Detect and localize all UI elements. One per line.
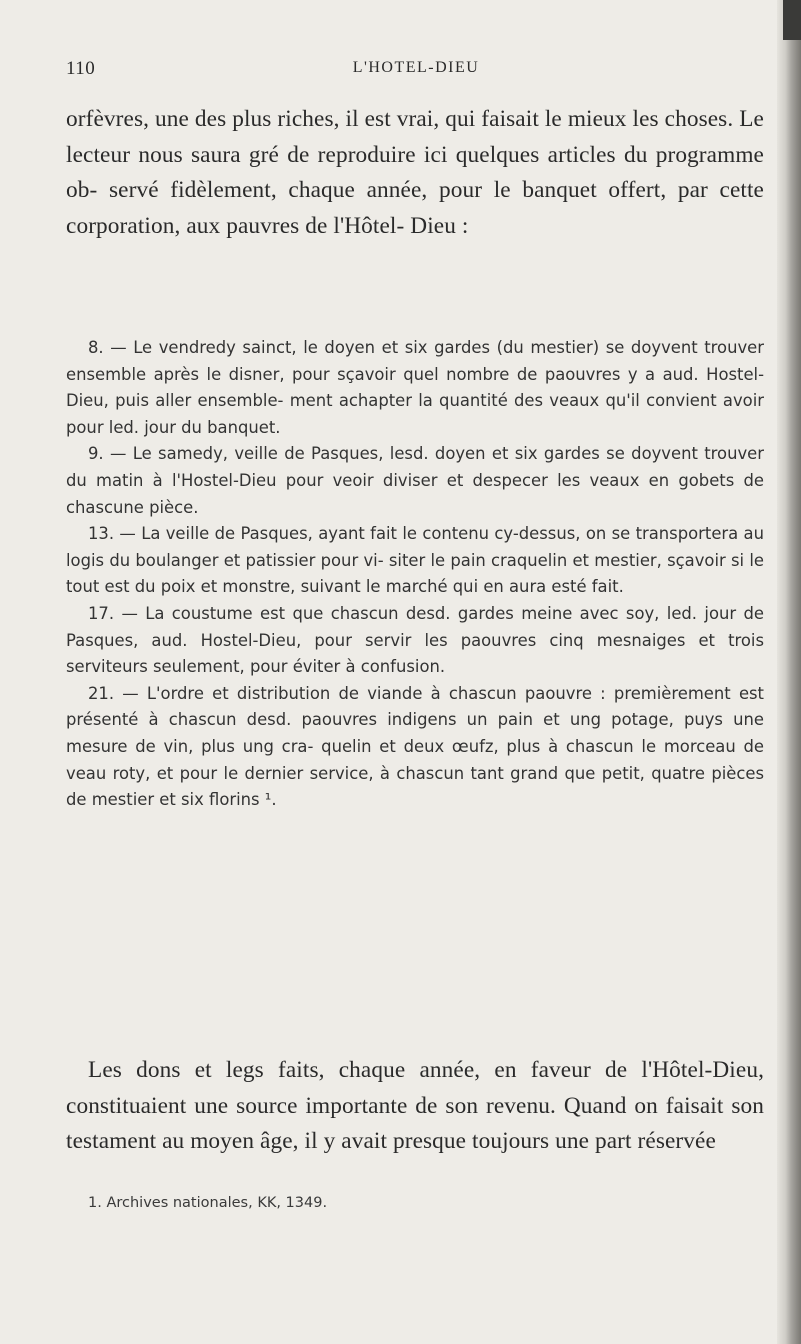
running-head <box>66 58 766 82</box>
article-8: 8. — Le vendredy sainct, le doyen et six gardes (du mestier) se doyvent trouver ensemble après le disner, pour sçavoir quel nombre de paouvres y a aud. Hostel-Dieu, puis aller ensemble- ment achapter la quantité des veaux qu'il convient avoir pour led. jour du banquet. <box>66 338 764 437</box>
article-21: 21. — L'ordre et distribution de viande à chascun paouvre : premièrement est présenté à chascun desd. paouvres indigens un pain et ung potage, puys une mesure de vin, plus ung cra- quelin et deux œufz, plus à chascun le morceau de veau roty, et pour le dernier service, à chascun tant grand que petit, quatre pièces de mestier et six florins ¹. <box>66 683 764 810</box>
article-13: 13. — La veille de Pasques, ayant fait le contenu cy-dessus, on se transportera au logis du boulanger et patissier pour vi- siter le pain craquelin et mestier, sçavoir si le tout est du poix et monstre, suivant le marché qui en aura esté fait. <box>66 524 764 597</box>
intro-paragraph: orfèvres, une des plus riches, il est vrai, qui faisait le mieux les choses. Le lecteur nous saura gré de reproduire ici quelques articles du programme ob- servé fidèlement, chaque année, pour le banquet offert, par cette corporation, aux pauvres de l'Hôtel- Dieu : <box>66 106 764 239</box>
page-number: 110 <box>66 58 96 79</box>
running-title: L'HOTEL-DIEU <box>352 59 480 76</box>
page-edge-shadow <box>777 0 801 1344</box>
footnote: 1. Archives nationales, KK, 1349. <box>88 1195 328 1211</box>
article-9: 9. — Le samedy, veille de Pasques, lesd. doyen et six gardes se doyvent trouver du matin à l'Hostel-Dieu pour veoir diviser et despecer les veaux en gobets de chascune pièce. <box>66 444 764 517</box>
page-edge-dark-corner <box>783 0 801 40</box>
article-17: 17. — La coustume est que chascun desd. gardes meine avec soy, led. jour de Pasques, aud. Hostel-Dieu, pour servir les paouvres cinq mesnaiges et trois serviteurs seulement, pour éviter à confusion. <box>66 603 764 677</box>
quoted-articles <box>66 335 764 814</box>
closing-paragraph: Les dons et legs faits, chaque année, en faveur de l'Hôtel-Dieu, constituaient une source importante de son revenu. Quand on faisait son testament au moyen âge, il y avait presque toujours une part réservée <box>66 1057 764 1154</box>
